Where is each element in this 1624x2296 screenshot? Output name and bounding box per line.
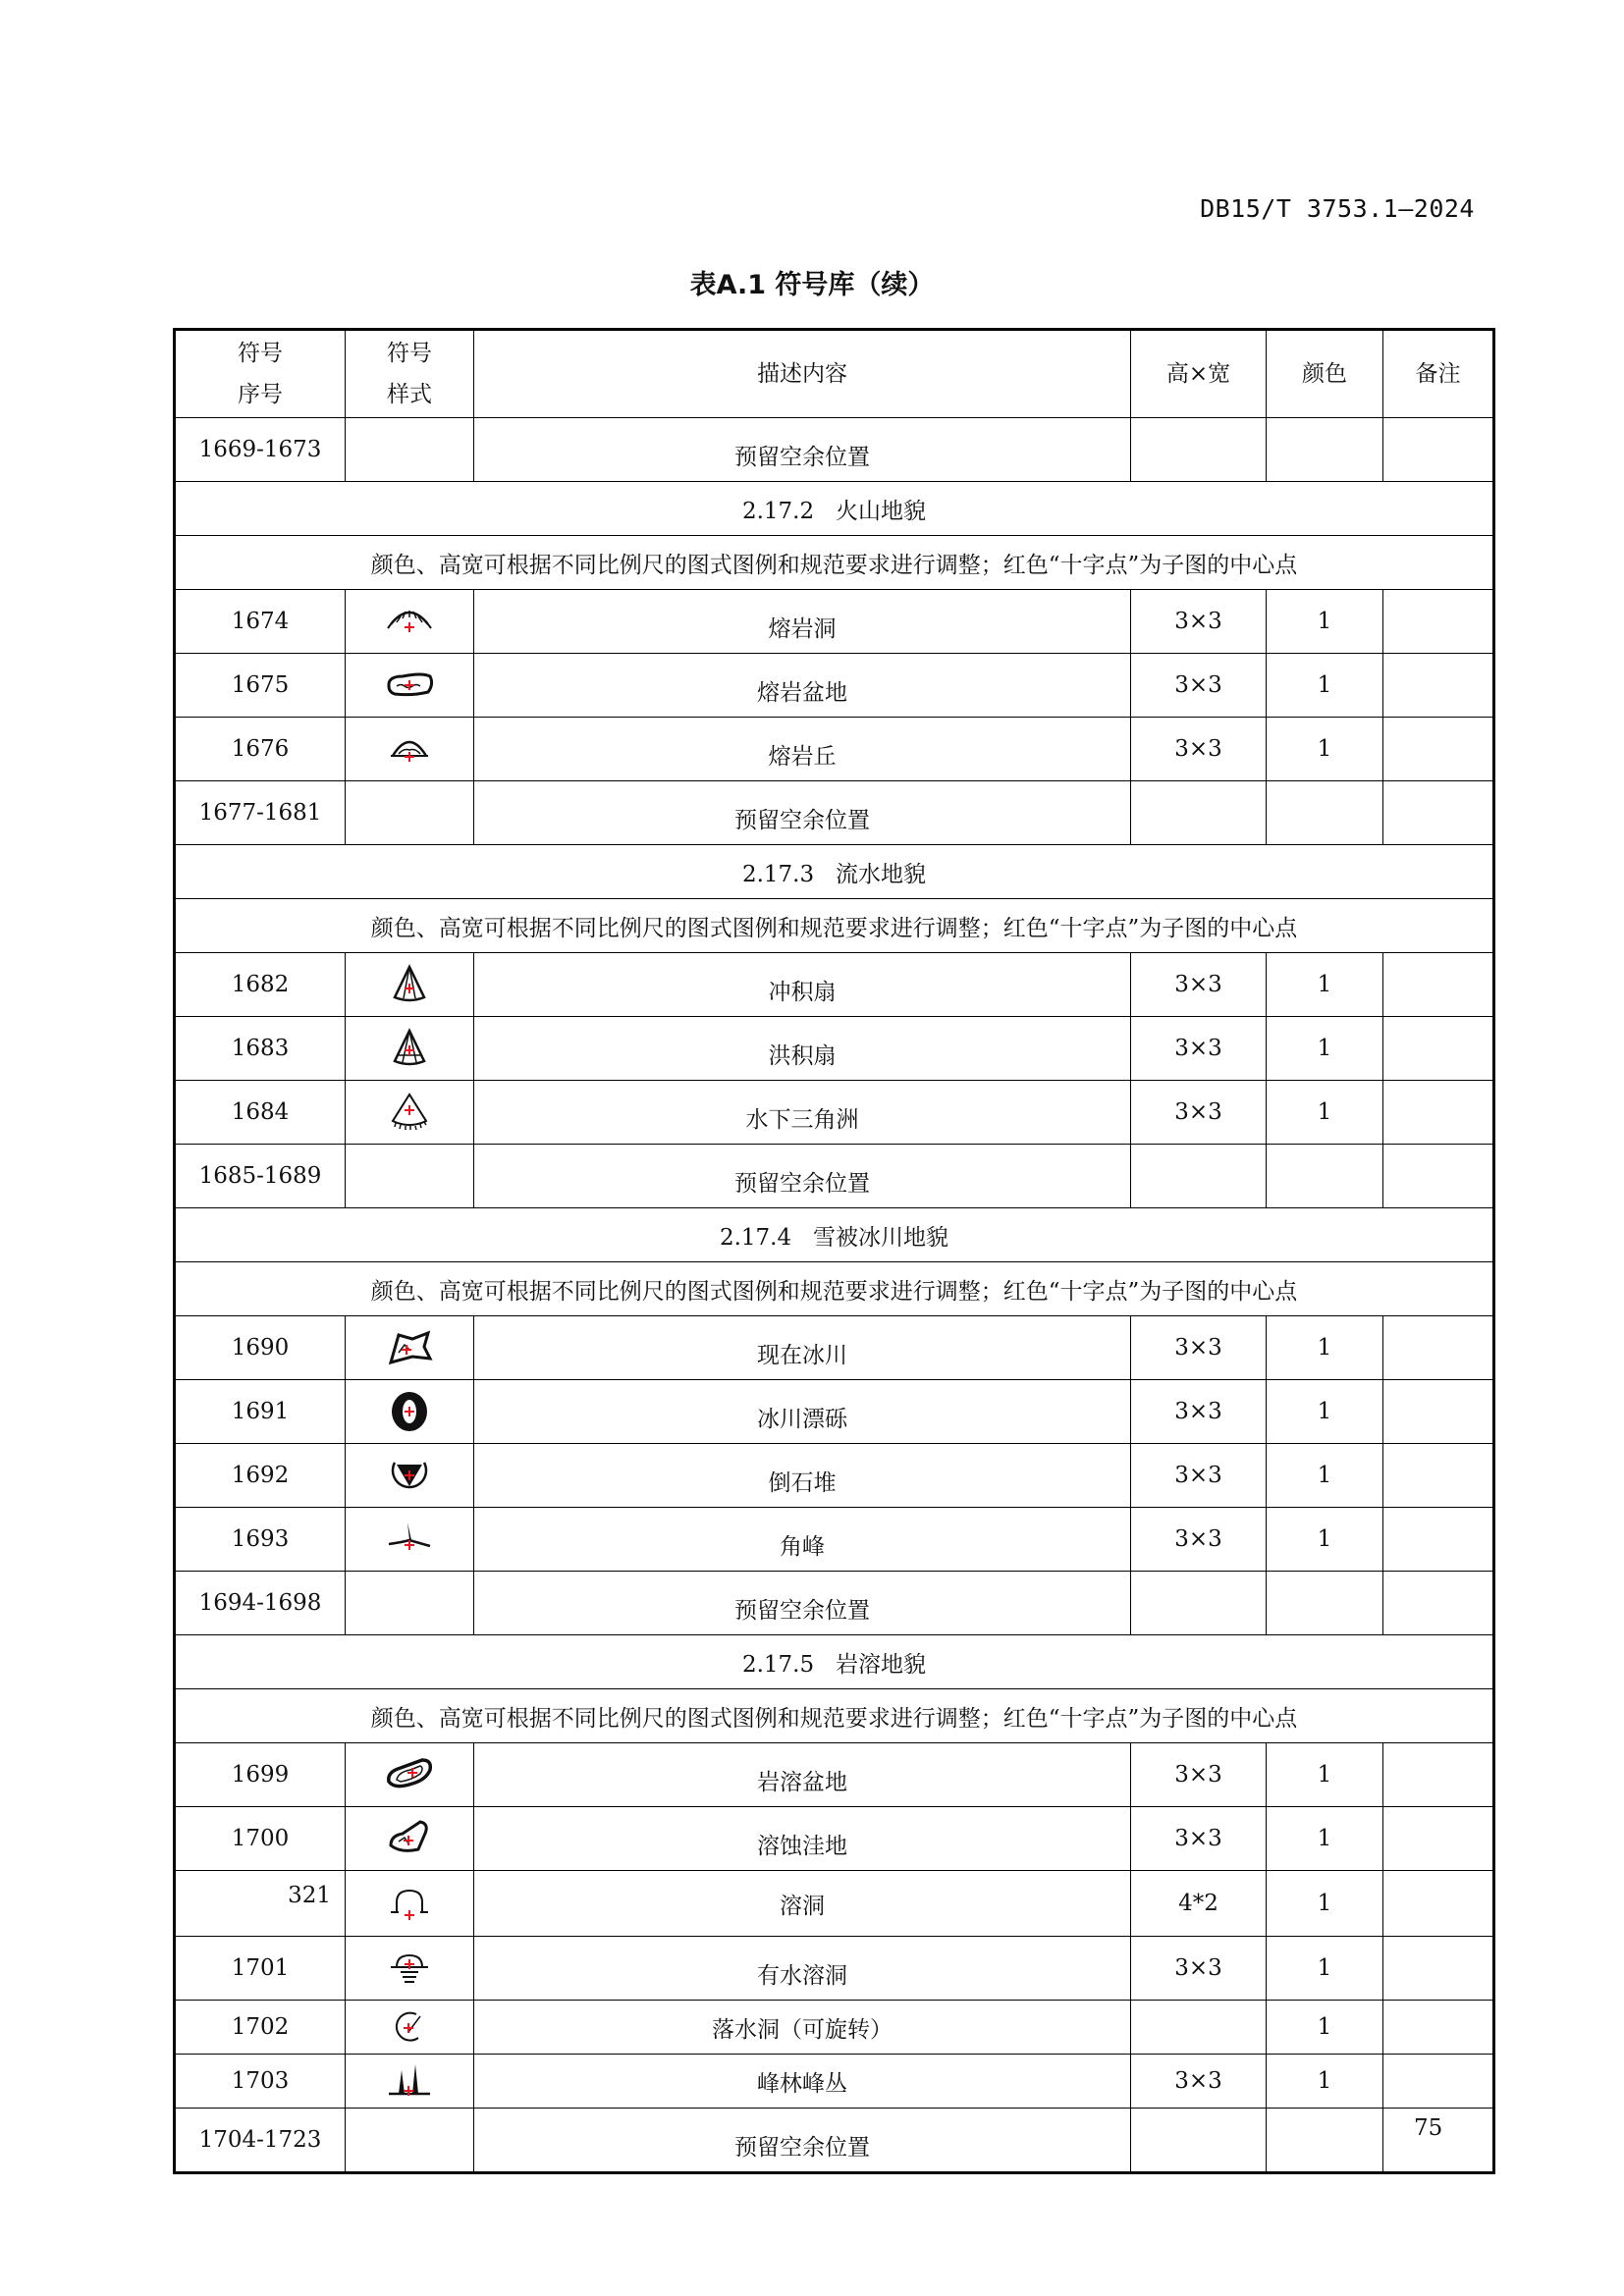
- table-title: 表A.1 符号库（续）: [689, 270, 935, 300]
- table-row: [175, 654, 1494, 718]
- table-row: [175, 418, 1494, 482]
- table-header-row: [175, 330, 1494, 418]
- color-cell: 1: [1267, 2055, 1383, 2109]
- size-cell: 3×3: [1131, 1508, 1267, 1572]
- note-text: 颜色、高宽可根据不同比例尺的图式图例和规范要求进行调整；红色“十字点”为子图的中心点: [175, 1689, 1494, 1743]
- size-cell: 3×3: [1131, 1380, 1267, 1444]
- seq-cell: 1704-1723: [175, 2109, 346, 2173]
- size-cell: 3×3: [1131, 1017, 1267, 1081]
- rock-pile-icon: [383, 1453, 436, 1498]
- col-header-color: 颜色: [1267, 330, 1383, 418]
- seq-cell: 1701: [175, 1937, 346, 2001]
- seq-cell: 1693: [175, 1508, 346, 1572]
- size-cell: 3×3: [1131, 590, 1267, 654]
- table-row: [175, 1380, 1494, 1444]
- size-cell: 3×3: [1131, 718, 1267, 781]
- desc-cell: 冰川漂砾: [474, 1380, 1131, 1444]
- color-cell: 1: [1267, 1508, 1383, 1572]
- section-name: 火山地貌: [836, 498, 927, 524]
- seq-cell: 1669-1673: [175, 418, 346, 482]
- table-row: [175, 781, 1494, 845]
- table-row: [175, 1572, 1494, 1635]
- section-row: [175, 482, 1494, 536]
- seq-cell: 1682: [175, 953, 346, 1017]
- seq-cell: 1692: [175, 1444, 346, 1508]
- pluvial-fan-icon: [383, 1026, 436, 1071]
- color-cell: 1: [1267, 1380, 1383, 1444]
- seq-cell: 1702: [175, 2001, 346, 2055]
- solution-depression-icon: [383, 1816, 436, 1861]
- section-number: 2.17.5: [741, 1651, 815, 1678]
- section-row: [175, 845, 1494, 899]
- table-row: [175, 1937, 1494, 2001]
- size-cell: 3×3: [1131, 953, 1267, 1017]
- table-row: [175, 590, 1494, 654]
- desc-cell: 预留空余位置: [474, 418, 1131, 482]
- size-cell: 3×3: [1131, 654, 1267, 718]
- table-row: [175, 2001, 1494, 2055]
- seq-cell: 1690: [175, 1316, 346, 1380]
- desc-cell: 熔岩盆地: [474, 654, 1131, 718]
- seq-cell: 1684: [175, 1081, 346, 1145]
- desc-cell: 预留空余位置: [474, 1572, 1131, 1635]
- desc-cell: 水下三角洲: [474, 1081, 1131, 1145]
- symbol-table: [173, 328, 1495, 2174]
- table-row: [175, 718, 1494, 781]
- color-cell: 1: [1267, 1081, 1383, 1145]
- table-row: [175, 1081, 1494, 1145]
- table-row: [175, 953, 1494, 1017]
- seq-cell: 1677-1681: [175, 781, 346, 845]
- col-header-note: 备注: [1383, 330, 1494, 418]
- size-cell: 3×3: [1131, 1743, 1267, 1807]
- desc-cell: 冲积扇: [474, 953, 1131, 1017]
- desc-cell: 有水溶洞: [474, 1937, 1131, 2001]
- table-row: [175, 1316, 1494, 1380]
- color-cell: 1: [1267, 2001, 1383, 2055]
- note-row: [175, 536, 1494, 590]
- seq-cell: 1675: [175, 654, 346, 718]
- col-header-size: 高×宽: [1131, 330, 1267, 418]
- lava-basin-icon: [383, 663, 436, 708]
- peak-forest-icon: [383, 2058, 436, 2104]
- section-row: [175, 1208, 1494, 1262]
- size-cell: 3×3: [1131, 1807, 1267, 1871]
- color-cell: 1: [1267, 590, 1383, 654]
- table-row: [175, 1444, 1494, 1508]
- section-name: 流水地貌: [836, 861, 927, 887]
- note-row: [175, 1262, 1494, 1316]
- subaqueous-delta-icon: [383, 1090, 436, 1135]
- color-cell: 1: [1267, 1444, 1383, 1508]
- seq-cell: 1674: [175, 590, 346, 654]
- seq-cell: 1691: [175, 1380, 346, 1444]
- desc-cell: 峰林峰丛: [474, 2055, 1131, 2109]
- section-number: 2.17.3: [741, 861, 815, 887]
- size-cell: 3×3: [1131, 2055, 1267, 2109]
- table-row: [175, 1508, 1494, 1572]
- seq-cell: 1703: [175, 2055, 346, 2109]
- lava-mound-icon: [383, 726, 436, 772]
- desc-cell: 溶蚀洼地: [474, 1807, 1131, 1871]
- desc-cell: 倒石堆: [474, 1444, 1131, 1508]
- color-cell: 1: [1267, 1871, 1383, 1937]
- sinkhole-icon: [383, 2004, 436, 2050]
- desc-cell: 熔岩丘: [474, 718, 1131, 781]
- seq-cell: 1683: [175, 1017, 346, 1081]
- water-karst-cave-icon: [383, 1946, 436, 1991]
- col-header-style: 符号 样式: [346, 330, 474, 418]
- page-number: 75: [1414, 2115, 1443, 2141]
- size-cell: 3×3: [1131, 1444, 1267, 1508]
- color-cell: 1: [1267, 1316, 1383, 1380]
- seq-cell: 1694-1698: [175, 1572, 346, 1635]
- desc-cell: 洪积扇: [474, 1017, 1131, 1081]
- table-row: [175, 1145, 1494, 1208]
- note-row: [175, 1689, 1494, 1743]
- size-cell: 3×3: [1131, 1081, 1267, 1145]
- color-cell: 1: [1267, 654, 1383, 718]
- seq-cell: 321: [175, 1871, 346, 1937]
- color-cell: 1: [1267, 1937, 1383, 2001]
- desc-cell: 预留空余位置: [474, 1145, 1131, 1208]
- color-cell: 1: [1267, 1017, 1383, 1081]
- table-row: [175, 1017, 1494, 1081]
- section-name: 岩溶地貌: [836, 1651, 927, 1678]
- table-row: [175, 1807, 1494, 1871]
- document-code: DB15/T 3753.1—2024: [1200, 194, 1475, 223]
- note-text: 颜色、高宽可根据不同比例尺的图式图例和规范要求进行调整；红色“十字点”为子图的中心点: [175, 1262, 1494, 1316]
- desc-cell: 现在冰川: [474, 1316, 1131, 1380]
- table-row: [175, 2109, 1494, 2173]
- desc-cell: 岩溶盆地: [474, 1743, 1131, 1807]
- color-cell: 1: [1267, 1807, 1383, 1871]
- desc-cell: 落水洞（可旋转）: [474, 2001, 1131, 2055]
- karst-cave-icon: [383, 1881, 436, 1926]
- glacial-erratic-icon: [383, 1389, 436, 1434]
- desc-cell: 预留空余位置: [474, 2109, 1131, 2173]
- desc-cell: 角峰: [474, 1508, 1131, 1572]
- color-cell: 1: [1267, 1743, 1383, 1807]
- seq-cell: 1685-1689: [175, 1145, 346, 1208]
- color-cell: 1: [1267, 718, 1383, 781]
- col-header-seq: 符号 序号: [175, 330, 346, 418]
- note-row: [175, 899, 1494, 953]
- table-row: [175, 1743, 1494, 1807]
- note-text: 颜色、高宽可根据不同比例尺的图式图例和规范要求进行调整；红色“十字点”为子图的中心点: [175, 899, 1494, 953]
- size-cell: 3×3: [1131, 1937, 1267, 2001]
- seq-cell: 1699: [175, 1743, 346, 1807]
- section-number: 2.17.4: [719, 1224, 792, 1251]
- section-row: [175, 1635, 1494, 1689]
- glacier-icon: [383, 1325, 436, 1370]
- table-row: [175, 1871, 1494, 1937]
- size-cell: 3×3: [1131, 1316, 1267, 1380]
- desc-cell: 熔岩洞: [474, 590, 1131, 654]
- seq-cell: 1700: [175, 1807, 346, 1871]
- table-row: [175, 2055, 1494, 2109]
- alluvial-fan-icon: [383, 962, 436, 1007]
- size-cell: [1131, 2001, 1267, 2055]
- section-name: 雪被冰川地貌: [813, 1224, 949, 1251]
- lava-cave-icon: [383, 599, 436, 644]
- karst-basin-icon: [383, 1752, 436, 1797]
- seq-cell: 1676: [175, 718, 346, 781]
- note-text: 颜色、高宽可根据不同比例尺的图式图例和规范要求进行调整；红色“十字点”为子图的中心点: [175, 536, 1494, 590]
- desc-cell: 溶洞: [474, 1871, 1131, 1937]
- col-header-desc: 描述内容: [474, 330, 1131, 418]
- horn-peak-icon: [383, 1517, 436, 1562]
- size-cell: 4*2: [1131, 1871, 1267, 1937]
- section-number: 2.17.2: [741, 498, 815, 524]
- desc-cell: 预留空余位置: [474, 781, 1131, 845]
- color-cell: 1: [1267, 953, 1383, 1017]
